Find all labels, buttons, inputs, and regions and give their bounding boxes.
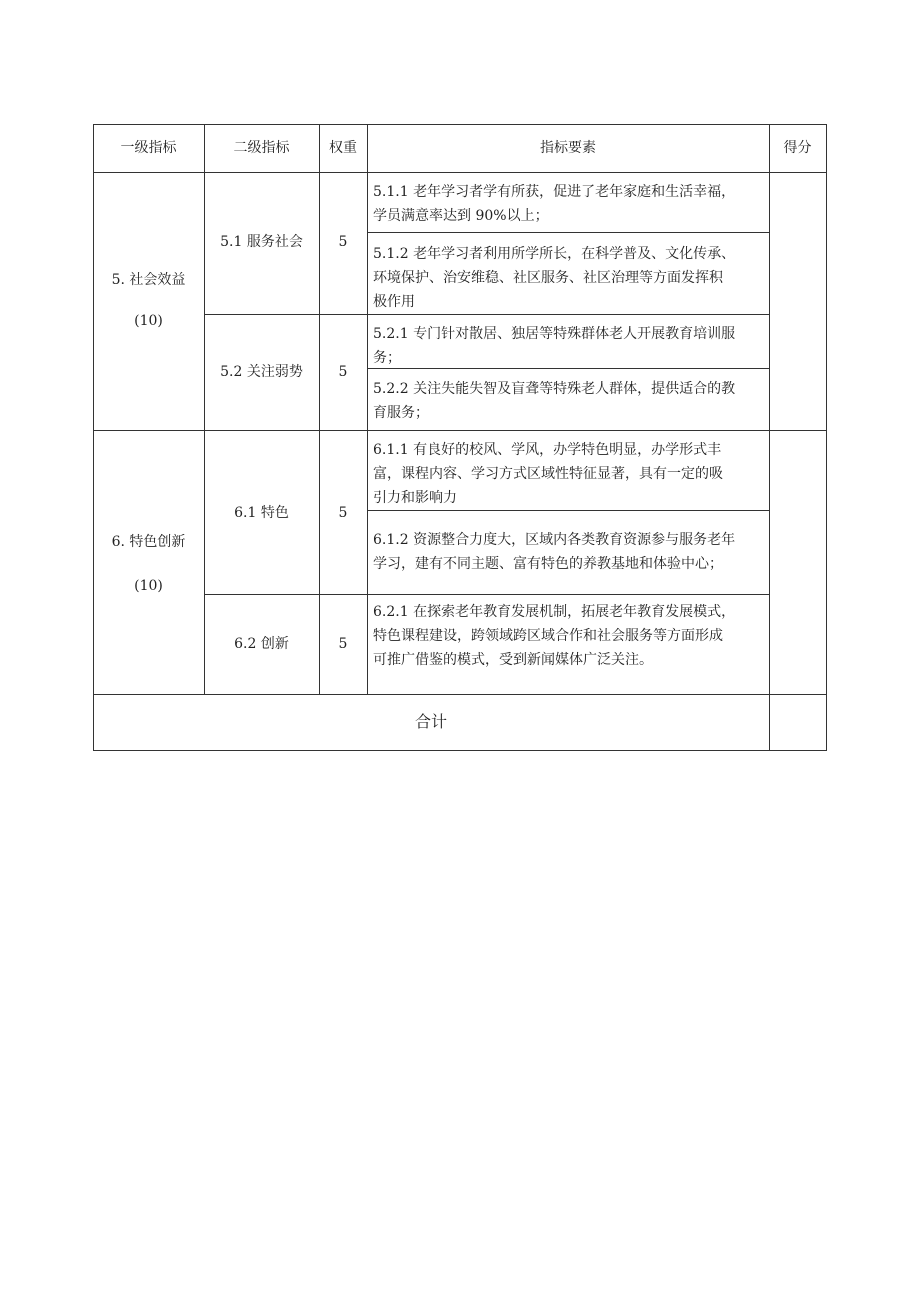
item-6-1-1-bottom bbox=[367, 510, 769, 511]
item-5-2-2-line1: 5.2.2 关注失能失智及盲聋等特殊老人群体，提供适合的教 bbox=[373, 381, 736, 397]
level1-feature-innovation: 6. 特色创新 bbox=[111, 534, 186, 550]
item-5-2-1-bottom bbox=[367, 368, 769, 369]
item-5-1-1-line2: 学员满意率达到 90%以上； bbox=[373, 208, 549, 224]
sub-row-5-1-bottom bbox=[204, 314, 769, 315]
section6-bottom-border bbox=[93, 694, 827, 695]
sub-row-6-1-bottom bbox=[204, 594, 769, 595]
item-5-1-2-line1: 5.1.2 老年学习者利用所学所长，在科学普及、文化传承、 bbox=[373, 246, 736, 262]
total-label: 合计 bbox=[414, 712, 447, 731]
table-bottom-border bbox=[93, 750, 827, 751]
item-5-2-1-line2: 务； bbox=[373, 350, 401, 366]
col1-right-border bbox=[204, 124, 205, 694]
header-elements: 指标要素 bbox=[540, 140, 596, 156]
table-left-border bbox=[93, 124, 94, 751]
header-level1: 一级指标 bbox=[120, 140, 177, 156]
item-5-1-1 bbox=[373, 180, 765, 226]
header-weight: 权重 bbox=[329, 140, 357, 156]
item-5-1-2-line3: 极作用 bbox=[373, 294, 415, 310]
item-6-1-1-line3: 引力和影响力 bbox=[373, 490, 457, 506]
weight-feature: 5 bbox=[338, 505, 348, 521]
item-6-2-1-line1: 6.2.1 在探索老年教育发展机制，拓展老年教育发展模式， bbox=[373, 604, 736, 620]
item-5-2-1 bbox=[373, 322, 765, 368]
item-6-1-2-line1: 6.1.2 资源整合力度大，区域内各类教育资源参与服务老年 bbox=[373, 532, 736, 548]
item-6-1-2-line2: 学习，建有不同主题、富有特色的养教基地和体验中心； bbox=[373, 556, 723, 572]
item-5-1-1-bottom bbox=[367, 232, 769, 233]
item-6-2-1-line2: 特色课程建设，跨领域跨区域合作和社会服务等方面形成 bbox=[373, 628, 723, 644]
item-6-1-1-line2: 富，课程内容、学习方式区域性特征显著，具有一定的吸 bbox=[373, 466, 723, 482]
item-6-1-1 bbox=[373, 438, 765, 508]
item-6-2-1 bbox=[373, 600, 765, 672]
table-right-border bbox=[826, 124, 827, 751]
col3-right-border bbox=[367, 124, 368, 694]
item-5-1-1-line1: 5.1.1 老年学习者学有所获，促进了老年家庭和生活幸福， bbox=[373, 184, 736, 200]
col4-right-border bbox=[769, 124, 770, 751]
item-6-1-2 bbox=[373, 528, 765, 574]
weight-care-vulnerable: 5 bbox=[338, 364, 348, 380]
item-5-1-2 bbox=[373, 242, 765, 312]
header-score: 得分 bbox=[783, 140, 812, 156]
item-5-2-1-line1: 5.2.1 专门针对散居、独居等特殊群体老人开展教育培训服 bbox=[373, 326, 736, 342]
weight-innovation: 5 bbox=[338, 636, 348, 652]
sub-feature: 6.1 特色 bbox=[234, 505, 289, 521]
item-5-2-2-line2: 育服务； bbox=[373, 405, 429, 421]
level1-social-benefit: 5. 社会效益 bbox=[111, 272, 186, 288]
item-6-1-1-line1: 6.1.1 有良好的校风、学风，办学特色明显，办学形式丰 bbox=[373, 442, 722, 458]
sub-care-vulnerable: 5.2 关注弱势 bbox=[220, 364, 303, 380]
sub-service-society: 5.1 服务社会 bbox=[220, 234, 303, 250]
item-5-1-2-line2: 环境保护、治安维稳、社区服务、社区治理等方面发挥积 bbox=[373, 270, 723, 286]
item-6-2-1-line3: 可推广借鉴的模式，受到新闻媒体广泛关注。 bbox=[373, 652, 653, 668]
col2-right-border bbox=[319, 124, 320, 694]
level1-feature-innovation-score: (10) bbox=[134, 578, 163, 594]
header-level2: 二级指标 bbox=[233, 140, 290, 156]
level1-social-benefit-score: (10) bbox=[134, 313, 163, 329]
sub-innovation: 6.2 创新 bbox=[234, 636, 289, 652]
evaluation-table bbox=[93, 124, 827, 751]
weight-service-society: 5 bbox=[338, 234, 348, 250]
item-5-2-2 bbox=[373, 377, 765, 423]
